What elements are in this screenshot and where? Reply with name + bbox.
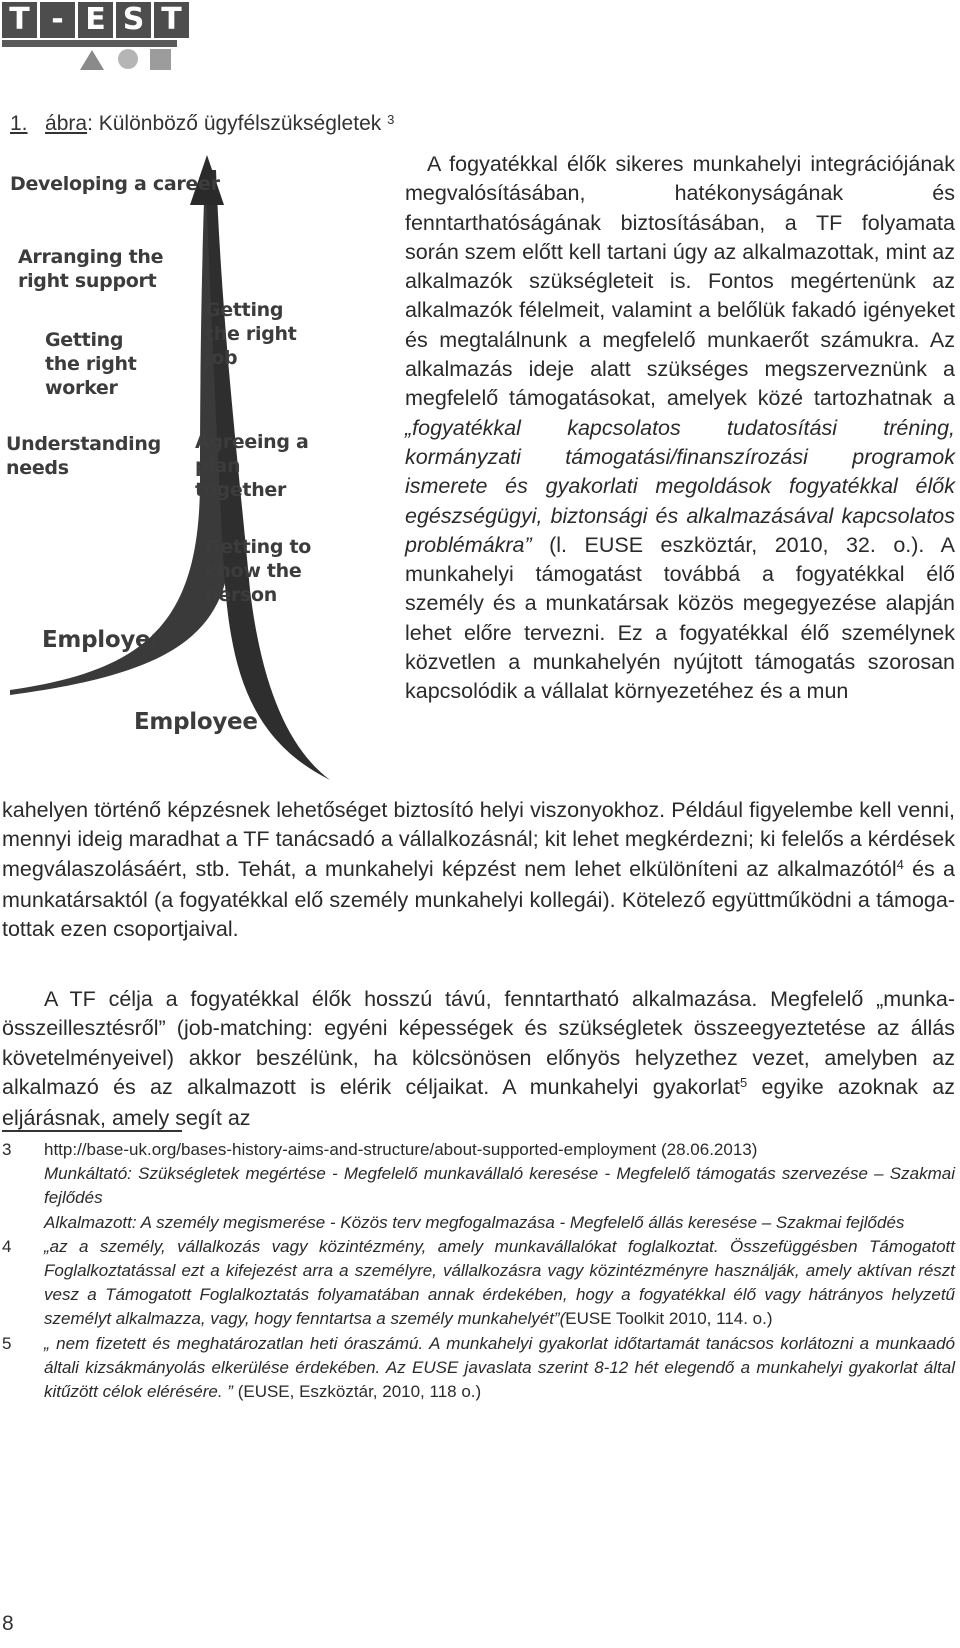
body-paragraph-2 bbox=[2, 985, 955, 1133]
p1-wrap-italic: „fogyatékkal kapcsolatos tudatosítási tréning, kormányzati támogatási/finanszírozási programok ismerete és gyakorlati megoldások fogyatékkal élők egészségügyi, biztonsági és alkalmazásával kapcsolatos problémákra” bbox=[405, 415, 955, 557]
caption-footnote-ref: 3 bbox=[387, 112, 395, 127]
footnote-3-employer: Munkáltató: Szükségletek megértése - Megfelelő munkavállaló keresése - Megfelelő támogatás szervezése – Szakmai fejlődés bbox=[44, 1164, 955, 1208]
logo-letter-t2: T bbox=[154, 2, 189, 38]
label-right-worker: Getting the right worker bbox=[45, 329, 137, 399]
p1-full-text-a: kahelyen történő képzésnek lehetőséget biztosító helyi viszonyokhoz. Például figyelembe kell venni, mennyi ideig maradhat a TF tanácsadó a vállalkozásnál; kit lehet megkérdezni; ki felelős a kérdések megválaszolásáért, stb. Tehát, a munkahelyi képzést nem lehet elkülöníteni az alkalmazótól bbox=[2, 798, 955, 881]
logo-shapes bbox=[2, 46, 192, 72]
footnote-5-italic: „ nem fizetett és meghatározatlan heti óraszámú. A munkahelyi gyakorlat időtartamát tanácsos korlátozni a munkaadó általi kizsákmányolás elkerülése érdekében. Az EUSE javaslata szerint 8-12 hét elegendő a munkahelyi gyakorlat által kitűzött célok elérésére. ” bbox=[44, 1333, 955, 1402]
footnote-3-employee: Alkalmazott: A személy megismerése - Közös terv megfogalmazása - Megfelelő állás keresése – Szakmai fejlődés bbox=[44, 1212, 905, 1232]
footnote-number: 4 bbox=[2, 1236, 12, 1256]
footnote-3-url[interactable]: http://base-uk.org/bases-history-aims-and-structure/about-supported-employment (28.06.2013) bbox=[44, 1140, 758, 1159]
body-paragraph-1-wrapped bbox=[405, 150, 955, 707]
footnote-ref-4: 4 bbox=[896, 856, 904, 872]
logo-letter-t: T bbox=[2, 2, 37, 38]
career-arrow-figure bbox=[0, 150, 380, 830]
label-developing-career: Developing a career bbox=[10, 173, 220, 195]
footnote-4-source: EUSE Toolkit 2010, 114. o.) bbox=[565, 1309, 773, 1329]
logo-letter-dash: - bbox=[40, 2, 75, 38]
label-employer: Employer bbox=[42, 627, 162, 653]
logo-letter-e: E bbox=[78, 2, 113, 38]
p1-full-text-b: és a munkatársaktól (a fogyatékkal elő személy munkahelyi kollegái). Kötelező együttműködni a támogatottak ezen csoportjaival. bbox=[2, 856, 955, 942]
label-know-person: Getting to know the person bbox=[205, 536, 312, 606]
footnote-number: 3 bbox=[2, 1140, 12, 1159]
caption-number: 1. bbox=[10, 112, 28, 135]
body-paragraph-1-continued bbox=[2, 796, 955, 944]
footnote-5-source: (EUSE, Eszköztár, 2010, 118 o.) bbox=[232, 1382, 482, 1402]
p2-text-b: egyike azoknak az eljárásnak, amely segít az bbox=[2, 1074, 955, 1131]
p1-wrap-text-b: (l. EUSE eszköztár, 2010, 32. o.). A munkahelyi támogatást továbbá a fogyatékkal élő személy és a munkatársak közös megegyezése alapján lehet előre tervezni. Ez a fogyatékkal élő személynek közvetlen a munkahelyén nyújtott támogatás szorosan kapcsolódik a vállalat környezetéhez és a mun bbox=[405, 532, 955, 704]
footnote-5 bbox=[2, 1332, 955, 1405]
label-employee: Employee bbox=[134, 709, 258, 735]
footnote-ref-5: 5 bbox=[739, 1074, 748, 1090]
logo-letter-s: S bbox=[116, 2, 151, 38]
p1-wrap-text-a: A fogyatékkal élők sikeres munkahelyi integrációjának megvalósításában, hatékonyságának és fenntarthatóságának biztosításában, a TF folyamata során szem előtt kell tartani úgy az alkalmazottak, mint az alkalmazók szükségleteit is. Fontos megértenünk az alkalmazók félelmeit, valamint a belőlük fakadó igényeket és megtalálnunk a megfelelő munkaerőt számukra. Az alkalmazás ideje alatt szükséges megszerveznünk a megfelelő támogatásokat, amelyek közé tartozhatnak a bbox=[405, 152, 955, 411]
footnote-3 bbox=[2, 1138, 955, 1235]
footnote-separator bbox=[2, 1130, 182, 1132]
footnote-4-italic: „az a személy, vállalkozás vagy közintézmény, amely munkavállalókat foglalkoztat. Összefüggésben Támogatott Foglalkoztatással ezt a kifejezést arra a személyre, vállalkozásra vagy közintézményre használják, amely aktívan részt vesz a Támogatott Foglalkoztatás folyamatában annak érdekében, hogy a fogyatékkal élő vagy hátrányos helyzetű személyt alkalmazza, vagy, hogy fenntartsa a személy munkahelyét”( bbox=[44, 1236, 955, 1329]
footnotes bbox=[2, 1138, 955, 1404]
label-right-job: Getting the right job bbox=[205, 299, 297, 369]
footnote-number: 5 bbox=[2, 1333, 12, 1353]
figure-caption bbox=[10, 112, 394, 136]
label-understanding-needs: Understanding needs bbox=[6, 433, 161, 479]
caption-word: ábra bbox=[45, 112, 88, 135]
label-arranging-support: Arranging the right support bbox=[18, 246, 164, 292]
p2-text-a: A TF célja a fogyatékkal élők hosszú távú, fenntartható alkalmazása. Megfelelő „munka-összeillesztésről” (job-matching: egyéni képességek és szükségletek összeegyeztetése az állás követelményeivel) akkor beszélünk, ha kölcsönösen előnyös helyzethez vezet, amelyben az alkalmazó és az alkalmazott is elérik céljaikat. A munkahelyi gyakorlat bbox=[2, 987, 955, 1099]
page-number: 8 bbox=[2, 1612, 14, 1635]
footnote-4 bbox=[2, 1235, 955, 1332]
test-logo bbox=[2, 2, 192, 72]
caption-text: : Különböző ügyfélszükségletek bbox=[87, 112, 382, 135]
label-agreeing-plan: Agreeing a plan together bbox=[195, 431, 309, 501]
